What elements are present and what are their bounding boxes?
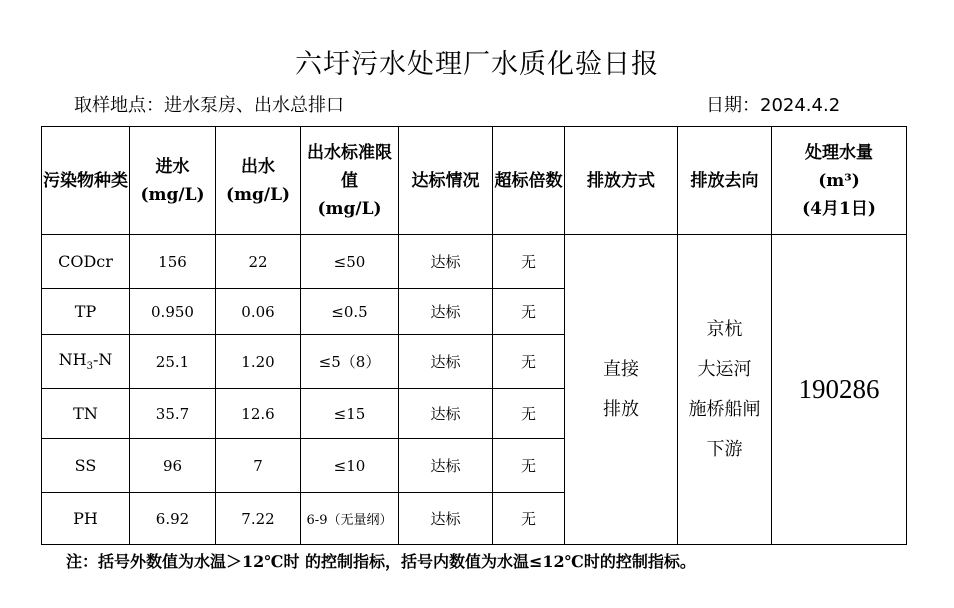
status-value: 达标 [399,493,493,545]
header-outflow: 出水 (mg/L) [216,127,301,235]
report-title: 六圩污水处理厂水质化验日报 [295,49,659,80]
pollutant-name: PH [42,493,130,545]
report-date: 日期：2024.4.2 [706,95,841,116]
header-status: 达标情况 [399,127,493,235]
status-value: 达标 [399,235,493,289]
pollutant-name: SS [42,439,130,493]
outflow-value: 1.20 [216,335,301,389]
discharge-destination: 京杭 大运河 施桥船闸 下游 [678,235,772,545]
inflow-value: 35.7 [130,389,216,439]
limit-value: ≤10 [301,439,399,493]
outflow-value: 22 [216,235,301,289]
exceed-value: 无 [493,493,565,545]
pollutant-name: $NH_3-N$ [42,335,130,389]
status-value: 达标 [399,389,493,439]
limit-value: ≤5（8） [301,335,399,389]
exceed-value: 无 [493,235,565,289]
pollutant-name: TN [42,389,130,439]
status-value: 达标 [399,439,493,493]
exceed-value: 无 [493,289,565,335]
header-row [42,127,907,235]
header-exceed: 超标倍数 [493,127,565,235]
status-value: 达标 [399,335,493,389]
limit-value: 6-9（无量纲） [301,493,399,545]
exceed-value: 无 [493,335,565,389]
exceed-value: 无 [493,439,565,493]
treated-volume: 190286 [772,235,907,545]
table-row [42,235,907,289]
status-value: 达标 [399,289,493,335]
exceed-value: 无 [493,389,565,439]
inflow-value: 25.1 [130,335,216,389]
inflow-value: 0.950 [130,289,216,335]
water-quality-table [41,126,907,545]
limit-value: ≤50 [301,235,399,289]
pollutant-name: TP [42,289,130,335]
outflow-value: 12.6 [216,389,301,439]
header-inflow: 进水 (mg/L) [130,127,216,235]
limit-value: ≤15 [301,389,399,439]
discharge-method: 直接 排放 [565,235,678,545]
outflow-value: 7.22 [216,493,301,545]
sample-location: 取样地点：进水泵房、出水总排口 [74,95,344,116]
limit-value: ≤0.5 [301,289,399,335]
header-method: 排放方式 [565,127,678,235]
outflow-value: 7 [216,439,301,493]
footnote: 注：括号外数值为水温＞12℃时 的控制指标，括号内数值为水温≤12℃时的控制指标。 [66,552,696,571]
outflow-value: 0.06 [216,289,301,335]
header-type: 污染物种类 [42,127,130,235]
inflow-value: 96 [130,439,216,493]
inflow-value: 6.92 [130,493,216,545]
header-volume: 处理水量 (m³) (4月1日) [772,127,907,235]
pollutant-name: CODcr [42,235,130,289]
header-limit: 出水标准限值 (mg/L) [301,127,399,235]
header-destination: 排放去向 [678,127,772,235]
inflow-value: 156 [130,235,216,289]
